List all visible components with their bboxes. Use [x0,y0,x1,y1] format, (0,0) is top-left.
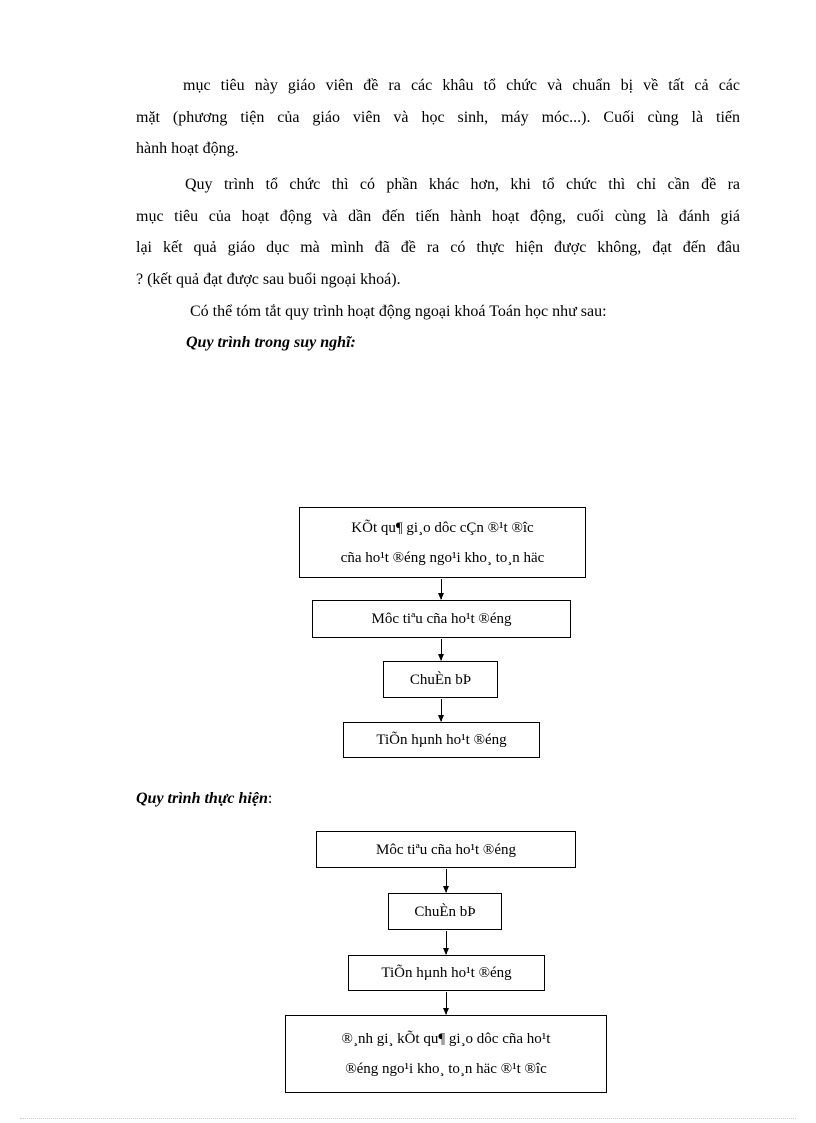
diagram-doing-box-evaluate-line-1: ®¸nh gi¸ kÕt qu¶ gi¸o dôc cña ho¹t [341,1031,551,1047]
diagram-doing-box-evaluate [285,1015,607,1093]
arrow-down-icon [446,869,447,892]
heading-process-thinking: Quy trình trong suy nghĩ: [186,334,356,351]
diagram-thinking-box-result [299,507,586,578]
diagram-thinking-box-execute [343,722,540,758]
diagram-thinking-box-result-line-1: KÕt qu¶ gi¸o dôc cÇn ®¹t ®îc [351,519,534,536]
diagram-thinking-box-execute-label: TiÕn hµnh ho¹t ®éng [376,732,507,748]
paragraph-1-line-1: mục tiêu này giáo viên đề ra các khâu tổ chức và chuẩn bị về tất cả các [183,77,740,94]
diagram-doing-box-evaluate-line-2: ®éng ngo¹i kho¸ to¸n häc ®¹t ®îc [345,1061,547,1077]
paragraph-3 [136,296,740,328]
diagram-doing-box-execute-label: TiÕn hµnh ho¹t ®éng [381,965,512,981]
diagram-doing-box-objective [316,831,576,868]
diagram-doing-box-prepare-label: ChuÈn bÞ [414,903,476,920]
arrow-down-icon [446,992,447,1014]
heading-process-doing-text: Quy trình thực hiện [136,790,268,807]
paragraph-1-line-2: mặt (phương tiện của giáo viên và học sinh, máy móc...). Cuối cùng là tiến [136,108,740,126]
footer-rule [20,1118,796,1119]
diagram-doing-box-prepare [388,893,502,930]
arrow-down-icon [446,931,447,954]
heading-process-doing-colon: : [267,790,273,807]
arrow-down-icon [441,699,442,721]
arrow-down-icon [441,639,442,660]
paragraph-1-line-3: hành hoạt động. [136,140,239,157]
diagram-thinking-box-prepare-label: ChuÈn bÞ [409,671,472,688]
diagram-doing-box-execute [348,955,545,991]
paragraph-3-line: Có thể tóm tắt quy trình hoạt động ngoại khoá Toán học như sau: [190,303,607,320]
diagram-thinking-box-objective-label: Môc tiªu cña ho¹t ®éng [371,611,512,627]
diagram-thinking-box-prepare [383,661,498,698]
paragraph-2-line-1: Quy trình tổ chức thì có phần khác hơn, khi tổ chức thì chỉ cần đề ra [185,176,740,193]
paragraph-2-line-4: ? (kết quả đạt được sau buổi ngoại khoá). [136,270,401,288]
paragraph-2 [136,169,740,295]
heading-process-doing [136,787,272,811]
diagram-thinking-box-result-line-2: cña ho¹t ®éng ngo¹i kho¸ to¸n häc [340,549,545,566]
paragraph-2-line-3: lại kết quả giáo dục mà mình đã đề ra có thực hiện được không, đạt đến đâu [136,239,740,256]
paragraph-2-line-2: mục tiêu của hoạt động và dần đến tiến hành hoạt động, cuối cùng là đánh giá [136,207,740,225]
diagram-thinking-box-objective [312,600,571,638]
arrow-down-icon [441,579,442,599]
diagram-doing-box-objective-label: Môc tiªu cña ho¹t ®éng [375,841,516,858]
paragraph-1 [136,70,740,165]
